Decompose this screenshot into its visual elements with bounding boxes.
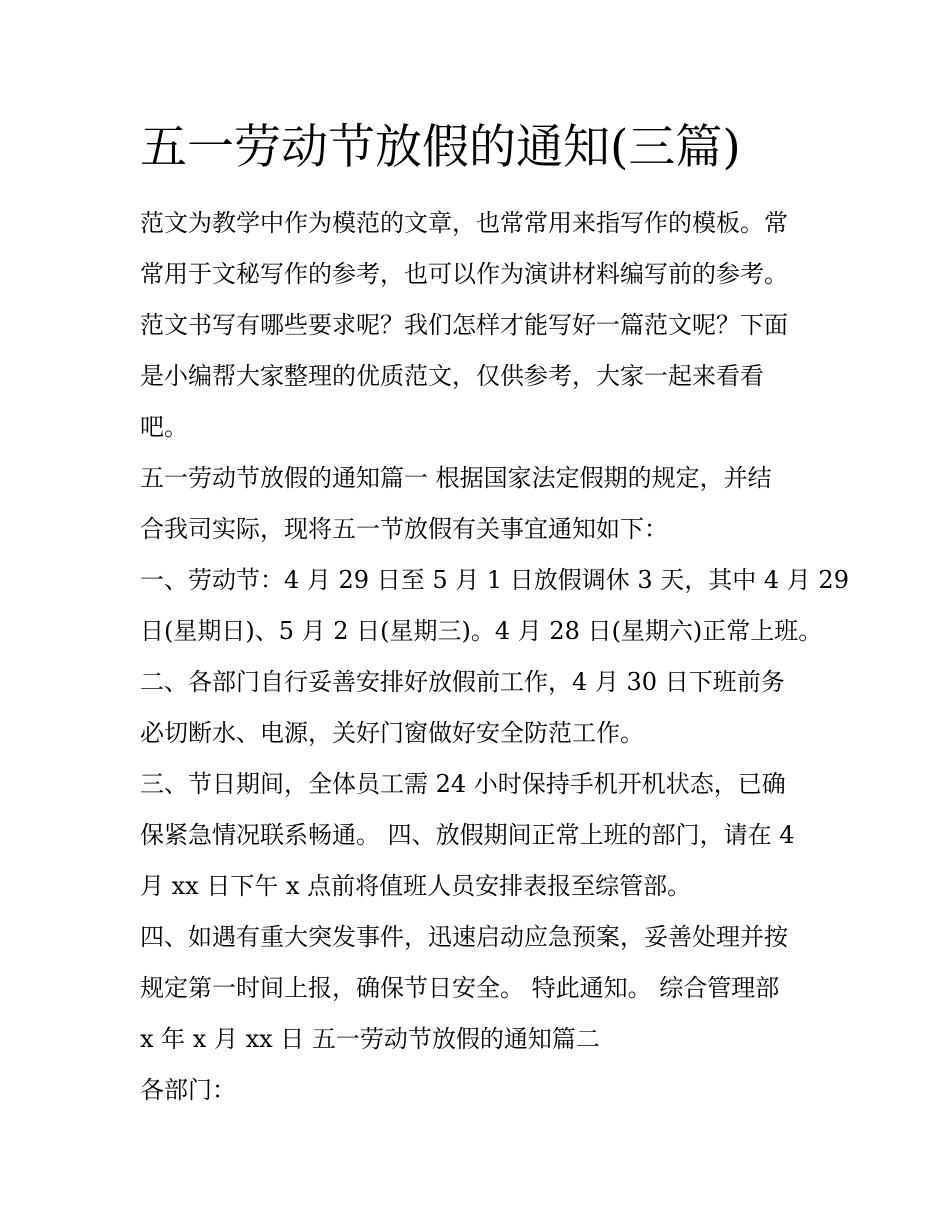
body-line: 三、节日期间，全体员工需 24 小时保持手机开机状态，已确 <box>140 770 786 798</box>
body-line: 保紧急情况联系畅通。 四、放假期间正常上班的部门，请在 4 <box>140 821 795 849</box>
body-line: 常用于文秘写作的参考，也可以作为演讲材料编写前的参考。 <box>140 260 788 288</box>
body-line: 范文书写有哪些要求呢？我们怎样才能写好一篇范文呢？下面 <box>140 311 788 339</box>
body-line: 合我司实际，现将五一节放假有关事宜通知如下： <box>140 515 668 543</box>
body-line: 是小编帮大家整理的优质范文，仅供参考，大家一起来看看 <box>140 362 764 390</box>
document-body <box>140 198 849 1116</box>
document-title: 五一劳动节放假的通知(三篇) <box>140 120 741 175</box>
body-line: 规定第一时间上报，确保节日安全。 特此通知。 综合管理部 <box>140 974 780 1002</box>
body-line: 各部门： <box>140 1076 236 1104</box>
body-line: x 年 x 月 xx 日 五一劳动节放假的通知篇二 <box>140 1025 600 1053</box>
body-line: 一、劳动节：4 月 29 日至 5 月 1 日放假调休 3 天，其中 4 月 29 <box>140 566 849 594</box>
body-line: 范文为教学中作为模范的文章，也常常用来指写作的模板。常 <box>140 209 788 237</box>
body-line: 四、如遇有重大突发事件，迅速启动应急预案，妥善处理并按 <box>140 923 788 951</box>
body-line: 必切断水、电源，关好门窗做好安全防范工作。 <box>140 719 644 747</box>
body-line: 二、各部门自行妥善安排好放假前工作，4 月 30 日下班前务 <box>140 668 785 696</box>
body-line: 吧。 <box>140 413 188 441</box>
body-line: 五一劳动节放假的通知篇一 根据国家法定假期的规定，并结 <box>140 464 772 492</box>
body-line: 月 xx 日下午 x 点前将值班人员安排表报至综管部。 <box>140 872 692 900</box>
body-line: 日(星期日)、5 月 2 日(星期三)。4 月 28 日(星期六)正常上班。 <box>140 617 823 645</box>
